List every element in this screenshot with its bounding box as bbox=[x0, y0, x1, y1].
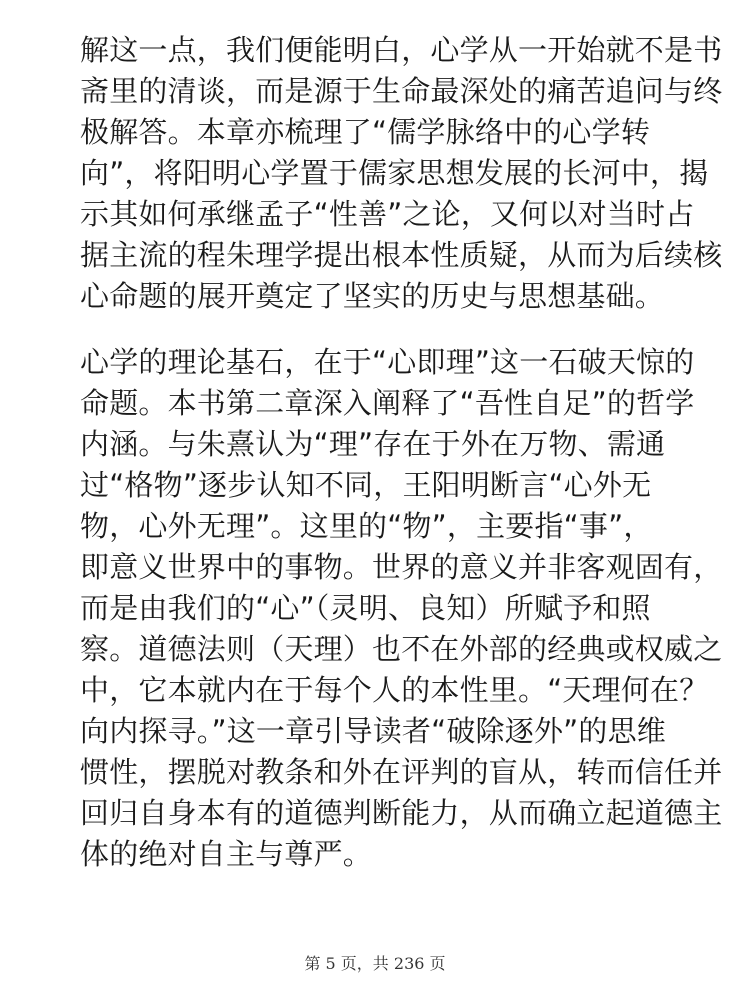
text-line: 心命题的展开奠定了坚实的历史与思想基础。 bbox=[80, 279, 665, 313]
text-line: 体的绝对自主与尊严。 bbox=[80, 837, 373, 871]
text-line: 极解答。本章亦梳理了“儒学脉络中的心学转 bbox=[80, 115, 651, 149]
text-line: 示其如何承继孟子“性善”之论，又何以对当时占 bbox=[80, 197, 695, 231]
text-line: 斋里的清谈，而是源于生命最深处的痛苦追问与终 bbox=[80, 74, 723, 108]
text-line: 向内探寻。”这一章引导读者“破除逐外”的思维 bbox=[80, 714, 666, 748]
text-line: 命题。本书第二章深入阐释了“吾性自足”的哲学 bbox=[80, 386, 695, 420]
paragraph-gap bbox=[80, 317, 670, 342]
text-line: 惯性，摆脱对教条和外在评判的盲从，转而信任并 bbox=[80, 755, 723, 789]
text-line: 解这一点，我们便能明白，心学从一开始就不是书 bbox=[80, 33, 723, 67]
text-line: 向”，将阳明心学置于儒家思想发展的长河中，揭 bbox=[80, 156, 709, 190]
text-line: 而是由我们的“心”（灵明、良知）所赋予和照 bbox=[80, 591, 651, 625]
text-line: 心学的理论基石，在于“心即理”这一石破天惊的 bbox=[80, 345, 695, 379]
text-line: 据主流的程朱理学提出根本性质疑，从而为后续核 bbox=[80, 238, 723, 272]
text-line bbox=[80, 875, 670, 916]
paragraph-1 bbox=[80, 30, 723, 317]
text-line: 中，它本就内在于每个人的本性里。“天理何在？ bbox=[80, 673, 709, 707]
text-line: 回归自身本有的道德判断能力，从而确立起道德主 bbox=[80, 796, 723, 830]
text-line: 察。道德法则（天理）也不在外部的经典或权威之 bbox=[80, 632, 723, 666]
text-line: 内涵。与朱熹认为“理”存在于外在万物、需通 bbox=[80, 427, 666, 461]
paragraph-2 bbox=[80, 342, 723, 916]
page-number: 第 5 页，共 236 页 bbox=[304, 954, 446, 973]
text-line: 过“格物”逐步认知不同，王阳明断言“心外无 bbox=[80, 468, 652, 502]
text-line: 即意义世界中的事物。世界的意义并非客观固有， bbox=[80, 550, 723, 584]
text-line: 物，心外无理”。这里的“物”，主要指“事”， bbox=[80, 509, 653, 543]
body-text bbox=[80, 30, 723, 916]
